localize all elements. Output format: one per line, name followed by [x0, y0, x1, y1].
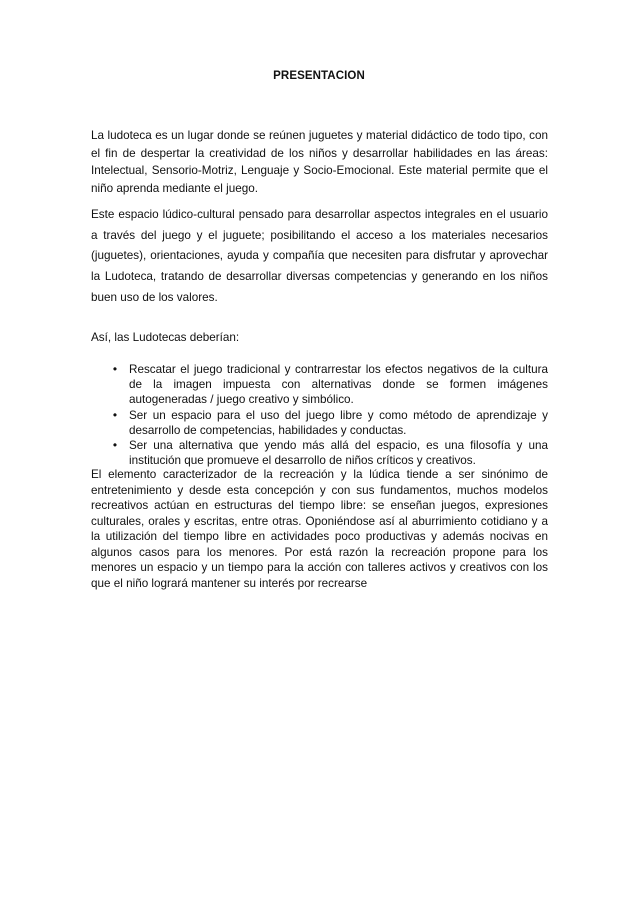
list-item-text: Rescatar el juego tradicional y contrarrestar los efectos negativos de la cultura de la imagen impuesta con alternativas donde se formen imágenes autogeneradas / juego creativo y simbólico. — [129, 363, 548, 407]
ludotecas-intro-line: Así, las Ludotecas deberían: — [91, 331, 240, 344]
recreation-paragraph: El elemento caracterizador de la recreación y la lúdica tiende a ser sinónimo de entretenimiento y desde esta concepción y con sus fundamentos, muchos modelos recreativos actúan en estructuras del tiempo libre: se enseñan juegos, expresiones culturales, orales y escritas, entre otras. Oponiéndose así al aburrimiento cotidiano y a la utilización del tiempo libre en actividades poco productivas y además nocivas en algunos casos para los menores. Por está razón la recreación propone para los menores un espacio y un tiempo para la acción con talleres activos y creativos con los que el niño logrará mantener su interés por recrearse — [91, 468, 548, 590]
list-item-text: Ser un espacio para el uso del juego libre y como método de aprendizaje y desarrollo de competencias, habilidades y conductas. — [129, 408, 548, 437]
bullet-icon: • — [112, 362, 118, 376]
list-item — [91, 438, 548, 468]
ludic-space-paragraph: Este espacio lúdico-cultural pensado para desarrollar aspectos integrales en el usuario a través del juego y el juguete; posibilitando el acceso a los materiales necesarios (juguetes), orientaciones, ayuda y compañía que necesiten para disfrutar y aprovechar la Ludoteca, tratando de desarrollar diversas competencias y generando en los niños buen uso de los valores. — [91, 208, 548, 304]
document-title: PRESENTACION — [273, 70, 365, 82]
bullet-icon: • — [112, 407, 118, 422]
list-item-text: Ser una alternativa que yendo más allá del espacio, es una filosofía y una institución que promueve el desarrollo de niños críticos y creativos. — [129, 439, 548, 468]
ludotecas-goals-list — [91, 362, 548, 468]
list-item — [91, 362, 548, 408]
bullet-icon: • — [112, 438, 118, 453]
intro-paragraph: La ludoteca es un lugar donde se reúnen juguetes y material didáctico de todo tipo, con el fin de despertar la creatividad de los niños y desarrollar habilidades en las áreas: Intelectual, Sensorio-Motriz, Lenguaje y Socio-Emocional. Este material permite que el niño aprenda mediante el juego. — [91, 129, 548, 195]
list-item — [91, 408, 548, 438]
